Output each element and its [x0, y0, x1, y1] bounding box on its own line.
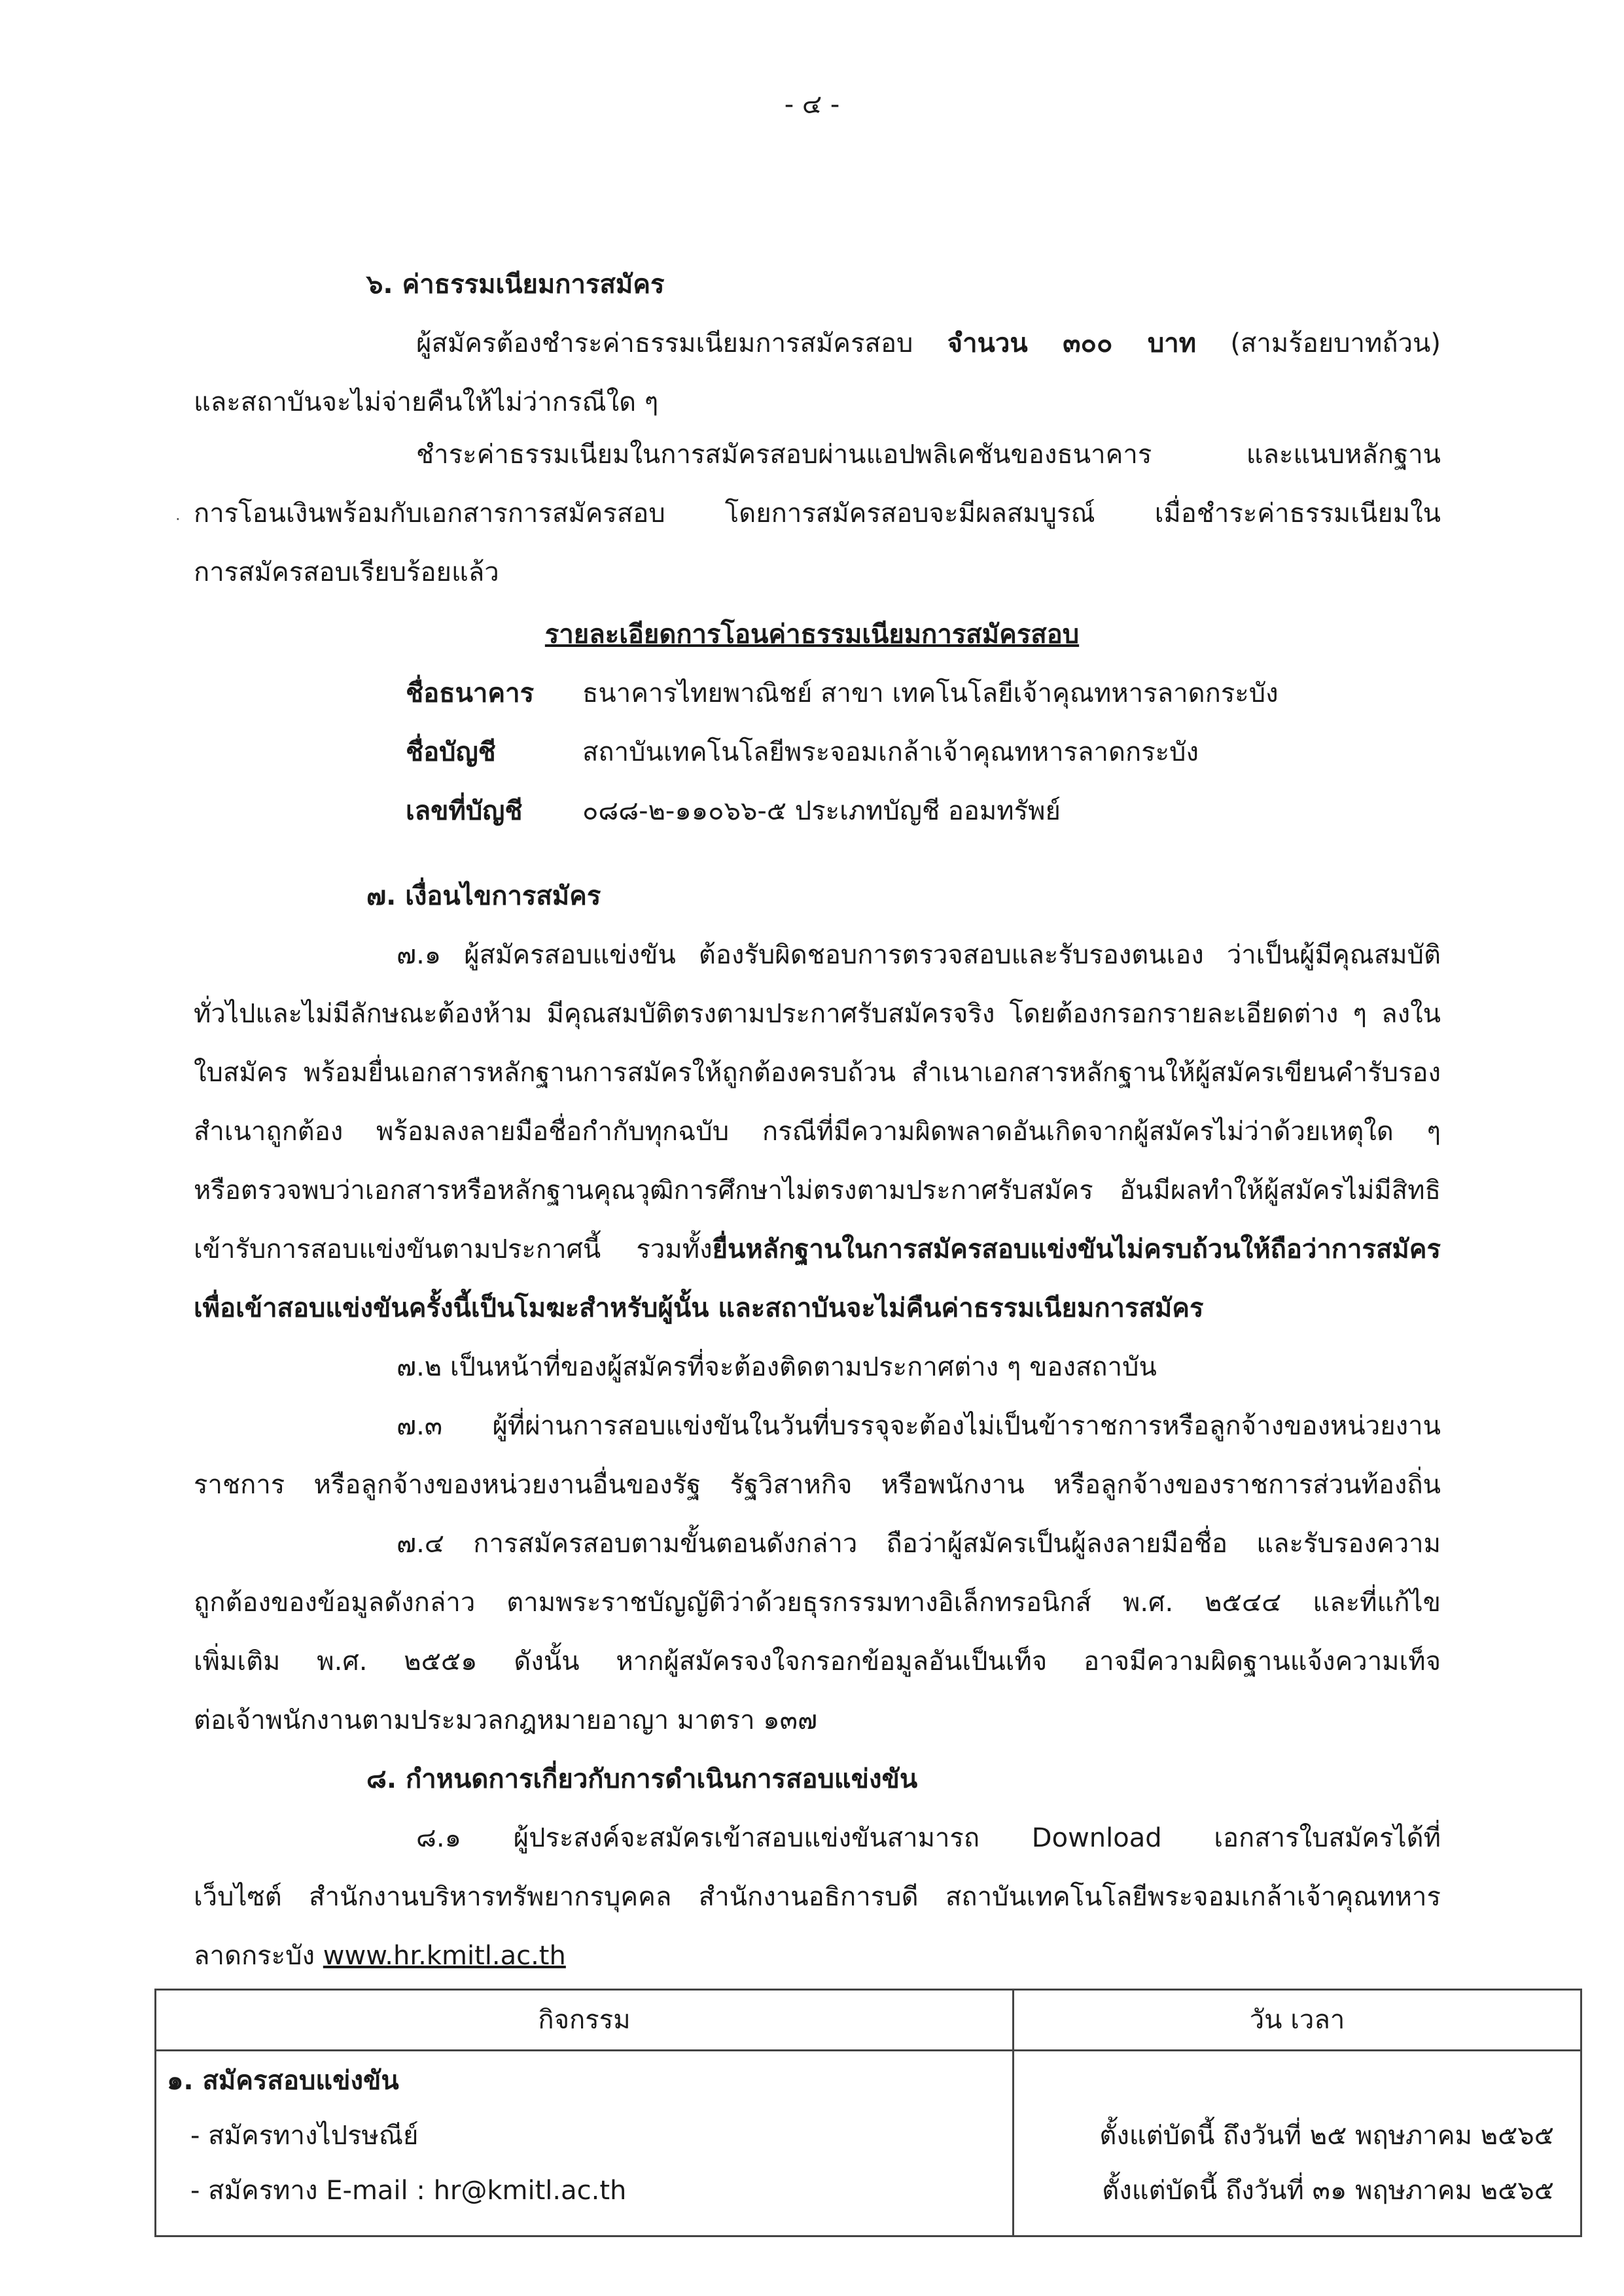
table-header-divider [156, 2049, 1580, 2051]
text-run: ลาดกระบัง [194, 1941, 323, 1971]
paragraph-line: ถูกต้องของข้อมูลดังกล่าว ตามพระราชบัญญัติว่าด้วยธุรกรรมทางอิเล็กทรอนิกส์ พ.ศ. ๒๕๔๔ และที่แก้ไข [194, 1588, 1441, 1618]
paragraph-line: ๗.๒ เป็นหน้าที่ของผู้สมัครที่จะต้องติดตามประกาศต่าง ๆ ของสถาบัน [397, 1352, 1157, 1382]
section-6-paragraph-1 [194, 314, 1441, 432]
fee-amount: จำนวน ๓๐๐ บาท [947, 328, 1197, 358]
condition-7-3 [194, 1397, 1441, 1514]
schedule-table [154, 1989, 1582, 2237]
paragraph-line: ใบสมัคร พร้อมยื่นเอกสารหลักฐานการสมัครให้ถูกต้องครบถ้วน สำเนาเอกสารหลักฐานให้ผู้สมัครเขียนคำรับรอง [194, 1058, 1441, 1088]
bank-name-label: ชื่อธนาคาร [406, 678, 535, 708]
transfer-details-title: รายละเอียดการโอนค่าธรรมเนียมการสมัครสอบ [544, 619, 1080, 650]
schedule-group-title: ๑. สมัครสอบแข่งขัน [167, 2066, 399, 2096]
paragraph-line: การโอนเงินพร้อมกับเอกสารการสมัครสอบ โดยการสมัครสอบจะมีผลสมบูรณ์ เมื่อชำระค่าธรรมเนียมใน [194, 498, 1441, 529]
account-name-value: สถาบันเทคโนโลยีพระจอมเกล้าเจ้าคุณทหารลาดกระบัง [582, 737, 1199, 767]
column-header-activity: กิจกรรม [538, 2005, 631, 2035]
condition-7-1 [194, 926, 1441, 1338]
bank-name-row [406, 664, 1279, 723]
bank-name-value: ธนาคารไทยพาณิชย์ สาขา เทคโนโลยีเจ้าคุณทหารลาดกระบัง [582, 678, 1279, 708]
paragraph-line: ๘.๑ ผู้ประสงค์จะสมัครเข้าสอบแข่งขันสามารถ Download เอกสารใบสมัครได้ที่ [416, 1823, 1441, 1853]
hr-website-link[interactable]: www.hr.kmitl.ac.th [323, 1941, 566, 1971]
text-run: ผู้สมัครต้องชำระค่าธรรมเนียมการสมัครสอบ [416, 328, 947, 358]
account-number-label: เลขที่บัญชี [406, 796, 523, 826]
paragraph-line: ๗.๓ ผู้ที่ผ่านการสอบแข่งขันในวันที่บรรจุจะต้องไม่เป็นข้าราชการหรือลูกจ้างของหน่วยงาน [397, 1411, 1441, 1441]
account-name-row [406, 723, 1199, 782]
paragraph-line: ๗.๑ ผู้สมัครสอบแข่งขัน ต้องรับผิดชอบการตรวจสอบและรับรองตนเอง ว่าเป็นผู้มีคุณสมบัติ [397, 940, 1441, 970]
paragraph-line: การสมัครสอบเรียบร้อยแล้ว [194, 557, 499, 587]
text-run: (สามร้อยบาทถ้วน) [1196, 328, 1441, 358]
column-header-datetime: วัน เวลา [1249, 2005, 1345, 2035]
condition-7-2 [194, 1338, 1441, 1397]
page-number: - ๔ - [784, 90, 840, 120]
section-6-paragraph-2 [194, 425, 1441, 602]
condition-7-4 [194, 1514, 1441, 1750]
paragraph-line: ทั่วไปและไม่มีลักษณะต้องห้าม มีคุณสมบัติตรงตามประกาศรับสมัครจริง โดยต้องกรอกรายละเอียดต่าง ๆ ลงใน [194, 999, 1441, 1029]
paragraph-line: ชำระค่าธรรมเนียมในการสมัครสอบผ่านแอปพลิเคชันของธนาคาร และแนบหลักฐาน [416, 440, 1441, 470]
paragraph-line: เพื่อเข้าสอบแข่งขันครั้งนี้เป็นโมฆะสำหรับผู้นั้น และสถาบันจะไม่คืนค่าธรรมเนียมการสมัคร [194, 1293, 1204, 1323]
section-7-heading: ๗. เงื่อนไขการสมัคร [366, 881, 601, 911]
schedule-row-date: ตั้งแต่บัดนี้ ถึงวันที่ ๒๕ พฤษภาคม ๒๕๖๕ [1099, 2121, 1554, 2151]
margin-mark: . [175, 506, 181, 524]
clause-8-1 [194, 1809, 1441, 1985]
paragraph-line: และสถาบันจะไม่จ่ายคืนให้ไม่ว่ากรณีใด ๆ [194, 387, 659, 417]
schedule-row-activity: - สมัครทาง E-mail : hr@kmitl.ac.th [190, 2176, 627, 2206]
account-number-row [406, 782, 1061, 841]
text-run: เข้ารับการสอบแข่งขันตามประกาศนี้ รวมทั้ง [194, 1234, 713, 1264]
paragraph-line: ราชการ หรือลูกจ้างของหน่วยงานอื่นของรัฐ รัฐวิสาหกิจ หรือพนักงาน หรือลูกจ้างของราชการส่วนท้องถิ่น [194, 1470, 1441, 1500]
paragraph-line [194, 1926, 1441, 1985]
paragraph-line: ๗.๔ การสมัครสอบตามขั้นตอนดังกล่าว ถือว่าผู้สมัครเป็นผู้ลงลายมือชื่อ และรับรองความ [397, 1529, 1441, 1559]
section-8-heading: ๘. กำหนดการเกี่ยวกับการดำเนินการสอบแข่งขัน [366, 1764, 918, 1794]
account-name-label: ชื่อบัญชี [406, 737, 496, 767]
paragraph-line: สำเนาถูกต้อง พร้อมลงลายมือชื่อกำกับทุกฉบับ กรณีที่มีความผิดพลาดอันเกิดจากผู้สมัครไม่ว่าด้วยเหตุใด ๆ [194, 1117, 1441, 1147]
paragraph-line [194, 314, 1441, 373]
bold-text-run: ยื่นหลักฐานในการสมัครสอบแข่งขันไม่ครบถ้วนให้ถือว่าการสมัคร [712, 1234, 1441, 1264]
paragraph-line: เว็บไซต์ สำนักงานบริหารทรัพยากรบุคคล สำนักงานอธิการบดี สถาบันเทคโนโลยีพระจอมเกล้าเจ้าคุณทหาร [194, 1882, 1441, 1912]
paragraph-line [194, 1220, 1441, 1279]
schedule-row-date: ตั้งแต่บัดนี้ ถึงวันที่ ๓๑ พฤษภาคม ๒๕๖๕ [1102, 2176, 1554, 2206]
paragraph-line: ต่อเจ้าพนักงานตามประมวลกฎหมายอาญา มาตรา ๑๓๗ [194, 1705, 818, 1735]
section-6-heading: ๖. ค่าธรรมเนียมการสมัคร [366, 270, 665, 300]
account-number-value: ๐๘๘-๒-๑๑๐๖๖-๕ ประเภทบัญชี ออมทรัพย์ [582, 796, 1061, 826]
paragraph-line: หรือตรวจพบว่าเอกสารหรือหลักฐานคุณวุฒิการศึกษาไม่ตรงตามประกาศรับสมัคร อันมีผลทำให้ผู้สมัครไม่มีสิทธิ [194, 1175, 1441, 1206]
schedule-row-activity: - สมัครทางไปรษณีย์ [190, 2121, 419, 2151]
paragraph-line: เพิ่มเติม พ.ศ. ๒๕๕๑ ดังนั้น หากผู้สมัครจงใจกรอกข้อมูลอันเป็นเท็จ อาจมีความผิดฐานแจ้งความเท็จ [194, 1646, 1441, 1677]
